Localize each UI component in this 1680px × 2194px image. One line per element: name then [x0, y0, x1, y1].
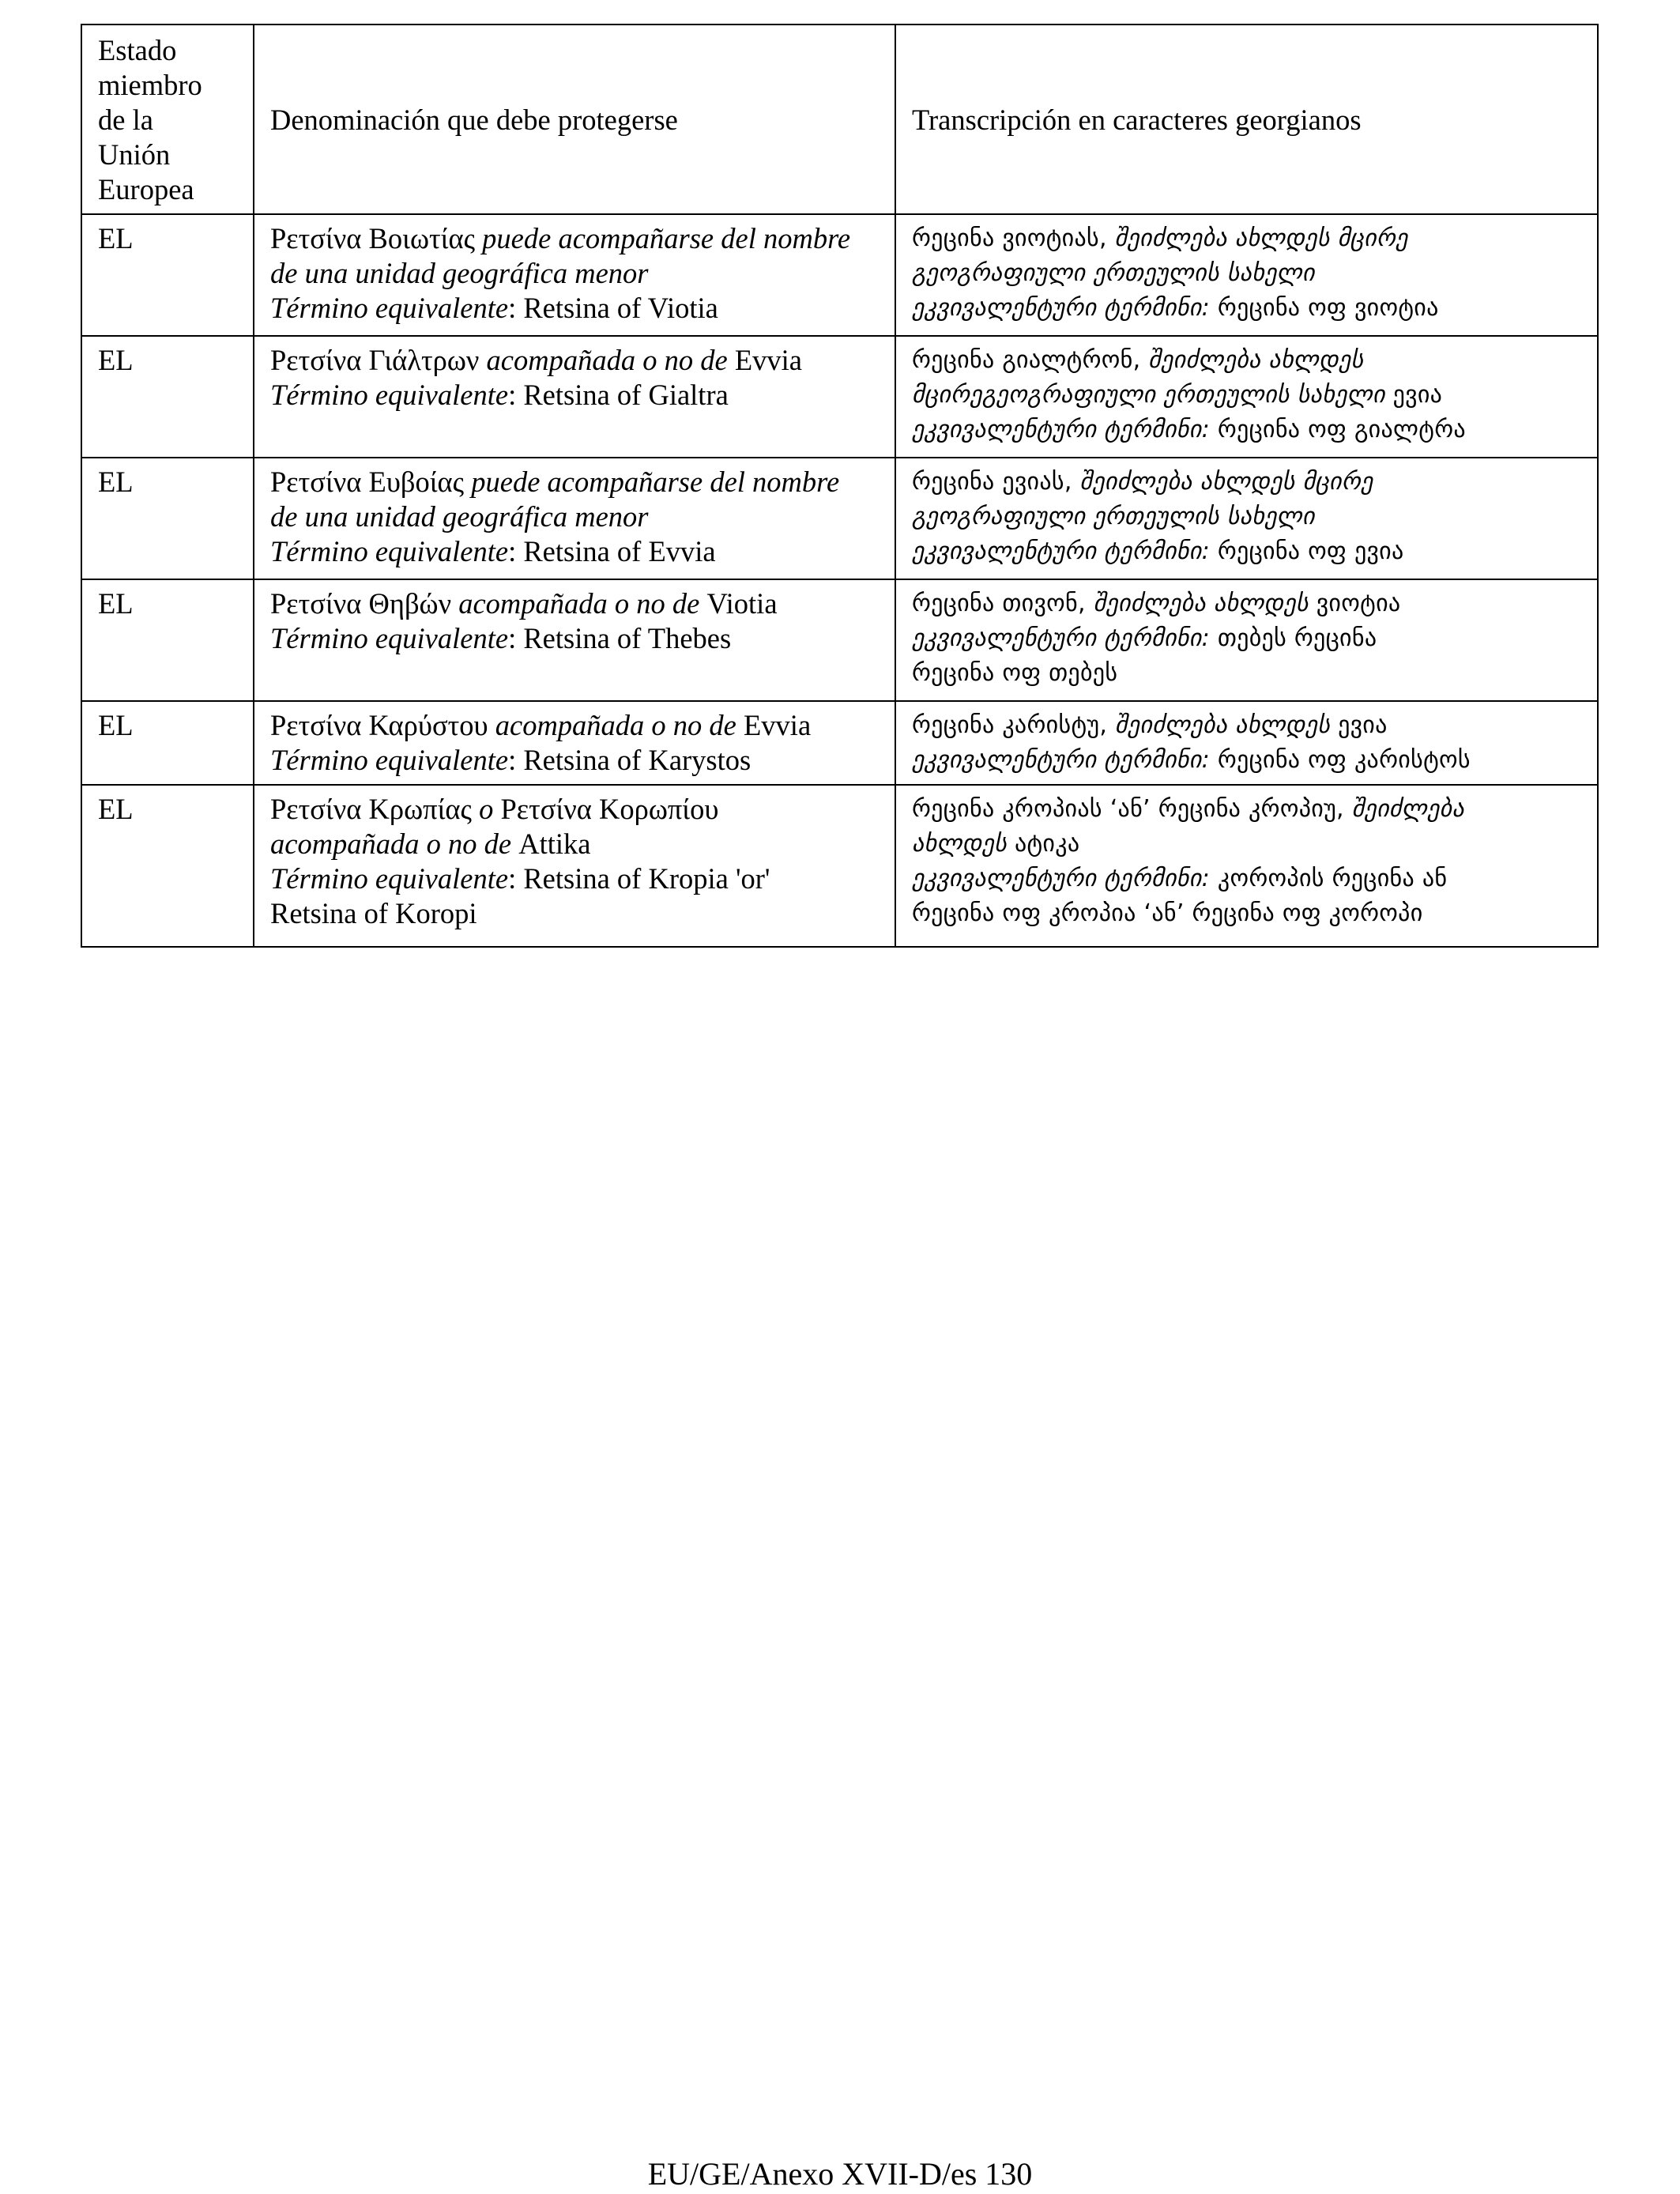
- transcription-line: [912, 792, 1589, 827]
- italic-text: ეკვივალენტური ტერმინი:: [912, 294, 1211, 322]
- transcription-line: [912, 827, 1589, 861]
- text: რეცინა ვიოტიას,: [912, 224, 1115, 252]
- text: Ρετσίνα Κορωπίου: [500, 793, 719, 825]
- italic-text: გეოგრაფიული ერთეულის სახელი: [912, 503, 1315, 530]
- text: Attika: [518, 827, 591, 860]
- page-footer: EU/GE/Anexo XVII-D/es 130: [647, 2156, 1033, 2192]
- name-line: [270, 343, 887, 378]
- text: Evvia: [744, 709, 812, 741]
- designations-table: [81, 24, 1599, 948]
- text: რეცინა თივონ,: [912, 590, 1094, 617]
- cell-georgian-transcription: [895, 336, 1598, 458]
- transcription-line: [912, 743, 1589, 778]
- transcription-line: [912, 413, 1589, 447]
- transcription-line: [912, 343, 1589, 378]
- transcription-line: [912, 586, 1589, 621]
- name-line: [270, 621, 887, 656]
- name-line: [270, 708, 887, 743]
- transcription-line: [912, 896, 1589, 931]
- text: Ρετσίνα Βοιωτίας: [270, 222, 483, 254]
- cell-protected-name: [254, 785, 895, 947]
- name-line: [270, 256, 887, 291]
- header-member-state-line: de la: [98, 104, 153, 136]
- name-line: [270, 861, 887, 896]
- text: კოროპის რეცინა ან: [1210, 865, 1448, 892]
- name-line: [270, 499, 887, 534]
- italic-text: acompañada o no de: [486, 344, 735, 376]
- name-line: [270, 792, 887, 827]
- text: რეცინა ოფ თებეს: [912, 659, 1118, 687]
- header-member-state-line: miembro: [98, 69, 202, 101]
- transcription-line: [912, 378, 1589, 413]
- italic-text: puede acompañarse del nombre: [471, 466, 840, 498]
- text: რეცინა ევიას,: [912, 468, 1080, 496]
- cell-member-state: EL: [81, 579, 254, 701]
- text: ევია: [1338, 711, 1388, 739]
- text: : Retsina of Evvia: [508, 535, 716, 567]
- cell-member-state: EL: [81, 458, 254, 579]
- text: Evvia: [734, 344, 802, 376]
- italic-text: Término equivalente: [270, 379, 509, 411]
- italic-text: de una unidad geográfica menor: [270, 500, 649, 533]
- name-line: [270, 378, 887, 413]
- table-row: [81, 785, 1598, 947]
- text: რეცინა კროპიას ‘ან’ რეცინა კროპიუ,: [912, 795, 1352, 823]
- transcription-line: [912, 708, 1589, 743]
- text: : Retsina of Thebes: [508, 622, 732, 654]
- italic-text: ეკვივალენტური ტერმინი:: [912, 746, 1211, 774]
- text: Ρετσίνα Ευβοίας: [270, 466, 472, 498]
- italic-text: შეიძლება ახლდეს მცირე: [1114, 224, 1408, 252]
- italic-text: Término equivalente: [270, 535, 509, 567]
- table-row: [81, 336, 1598, 458]
- italic-text: შეიძლება ახლდეს: [1115, 711, 1339, 739]
- name-line: [270, 743, 887, 778]
- text: თებეს რეცინა: [1210, 624, 1377, 652]
- table-body: [81, 214, 1598, 947]
- text: ვიოტია: [1316, 590, 1401, 617]
- italic-text: Término equivalente: [270, 622, 509, 654]
- header-protected-name: Denominación que debe protegerse: [254, 25, 895, 214]
- header-member-state-line: Europea: [98, 173, 194, 205]
- name-line: [270, 221, 887, 256]
- transcription-line: [912, 465, 1589, 499]
- transcription-line: [912, 621, 1589, 656]
- header-member-state-line: Unión: [98, 138, 171, 171]
- italic-text: მცირეგეოგრაფიული ერთეულის სახელი: [912, 381, 1393, 409]
- italic-text: Término equivalente: [270, 862, 509, 895]
- name-line: [270, 896, 887, 931]
- cell-protected-name: [254, 579, 895, 701]
- cell-georgian-transcription: [895, 785, 1598, 947]
- cell-member-state: EL: [81, 785, 254, 947]
- transcription-line: [912, 861, 1589, 896]
- cell-georgian-transcription: [895, 579, 1598, 701]
- text: რეცინა გიალტრონ,: [912, 346, 1149, 374]
- table-row: [81, 458, 1598, 579]
- text: Ρετσίνα Καρύστου: [270, 709, 495, 741]
- cell-georgian-transcription: [895, 701, 1598, 785]
- name-line: [270, 586, 887, 621]
- text: რეცინა ოფ კროპია ‘ან’ რეცინა ოფ კოროპი: [912, 899, 1423, 927]
- table-row: [81, 701, 1598, 785]
- italic-text: შეიძლება ახლდეს: [1093, 590, 1317, 617]
- transcription-line: [912, 256, 1589, 291]
- transcription-line: [912, 291, 1589, 326]
- text: ატიკა: [1014, 830, 1080, 858]
- italic-text: de una unidad geográfica menor: [270, 257, 649, 289]
- name-line: [270, 827, 887, 861]
- cell-member-state: EL: [81, 336, 254, 458]
- text: რეცინა ოფ ევია: [1210, 537, 1404, 565]
- italic-text: გეოგრაფიული ერთეულის სახელი: [912, 259, 1315, 287]
- header-member-state-line: Estado: [98, 34, 177, 66]
- name-line: [270, 291, 887, 326]
- transcription-line: [912, 656, 1589, 691]
- italic-text: შეიძლება ახლდეს მცირე: [1079, 468, 1373, 496]
- name-line: [270, 465, 887, 499]
- cell-protected-name: [254, 701, 895, 785]
- text: Retsina of Koropi: [270, 897, 477, 929]
- text: რეცინა ოფ კარისტოს: [1210, 746, 1471, 774]
- name-line: [270, 534, 887, 569]
- transcription-line: [912, 499, 1589, 534]
- italic-text: ეკვივალენტური ტერმინი:: [912, 416, 1211, 443]
- italic-text: puede acompañarse del nombre: [482, 222, 851, 254]
- text: : Retsina of Gialtra: [508, 379, 729, 411]
- header-member-state: [81, 25, 254, 214]
- table-row: [81, 214, 1598, 336]
- italic-text: ეკვივალენტური ტერმინი:: [912, 865, 1211, 892]
- transcription-line: [912, 534, 1589, 569]
- table-header-row: [81, 25, 1598, 214]
- cell-protected-name: [254, 458, 895, 579]
- text: რეცინა კარისტუ,: [912, 711, 1116, 739]
- text: რეცინა ოფ ვიოტია: [1210, 294, 1439, 322]
- italic-text: acompañada o no de: [495, 709, 744, 741]
- italic-text: acompañada o no de: [458, 587, 707, 620]
- cell-protected-name: [254, 336, 895, 458]
- italic-text: ეკვივალენტური ტერმინი:: [912, 537, 1211, 565]
- text: Viotia: [706, 587, 778, 620]
- italic-text: ახლდეს: [912, 830, 1015, 858]
- text: Ρετσίνα Θηβών: [270, 587, 459, 620]
- text: : Retsina of Kropia 'or': [508, 862, 770, 895]
- text: რეცინა ოფ გიალტრა: [1210, 416, 1466, 443]
- italic-text: o: [479, 793, 501, 825]
- table-row: [81, 579, 1598, 701]
- cell-georgian-transcription: [895, 458, 1598, 579]
- text: Ρετσίνα Κρωπίας: [270, 793, 480, 825]
- cell-protected-name: [254, 214, 895, 336]
- italic-text: Término equivalente: [270, 292, 509, 324]
- text: ევია: [1392, 381, 1443, 409]
- italic-text: Término equivalente: [270, 744, 509, 776]
- italic-text: ეკვივალენტური ტერმინი:: [912, 624, 1211, 652]
- text: : Retsina of Karystos: [508, 744, 751, 776]
- italic-text: acompañada o no de: [270, 827, 519, 860]
- text: Ρετσίνα Γιάλτρων: [270, 344, 487, 376]
- transcription-line: [912, 221, 1589, 256]
- header-georgian-transcription: Transcripción en caracteres georgianos: [895, 25, 1598, 214]
- text: : Retsina of Viotia: [508, 292, 718, 324]
- cell-member-state: EL: [81, 701, 254, 785]
- cell-member-state: EL: [81, 214, 254, 336]
- cell-georgian-transcription: [895, 214, 1598, 336]
- italic-text: შეიძლება ახლდეს: [1148, 346, 1364, 374]
- italic-text: შეიძლება: [1351, 795, 1465, 823]
